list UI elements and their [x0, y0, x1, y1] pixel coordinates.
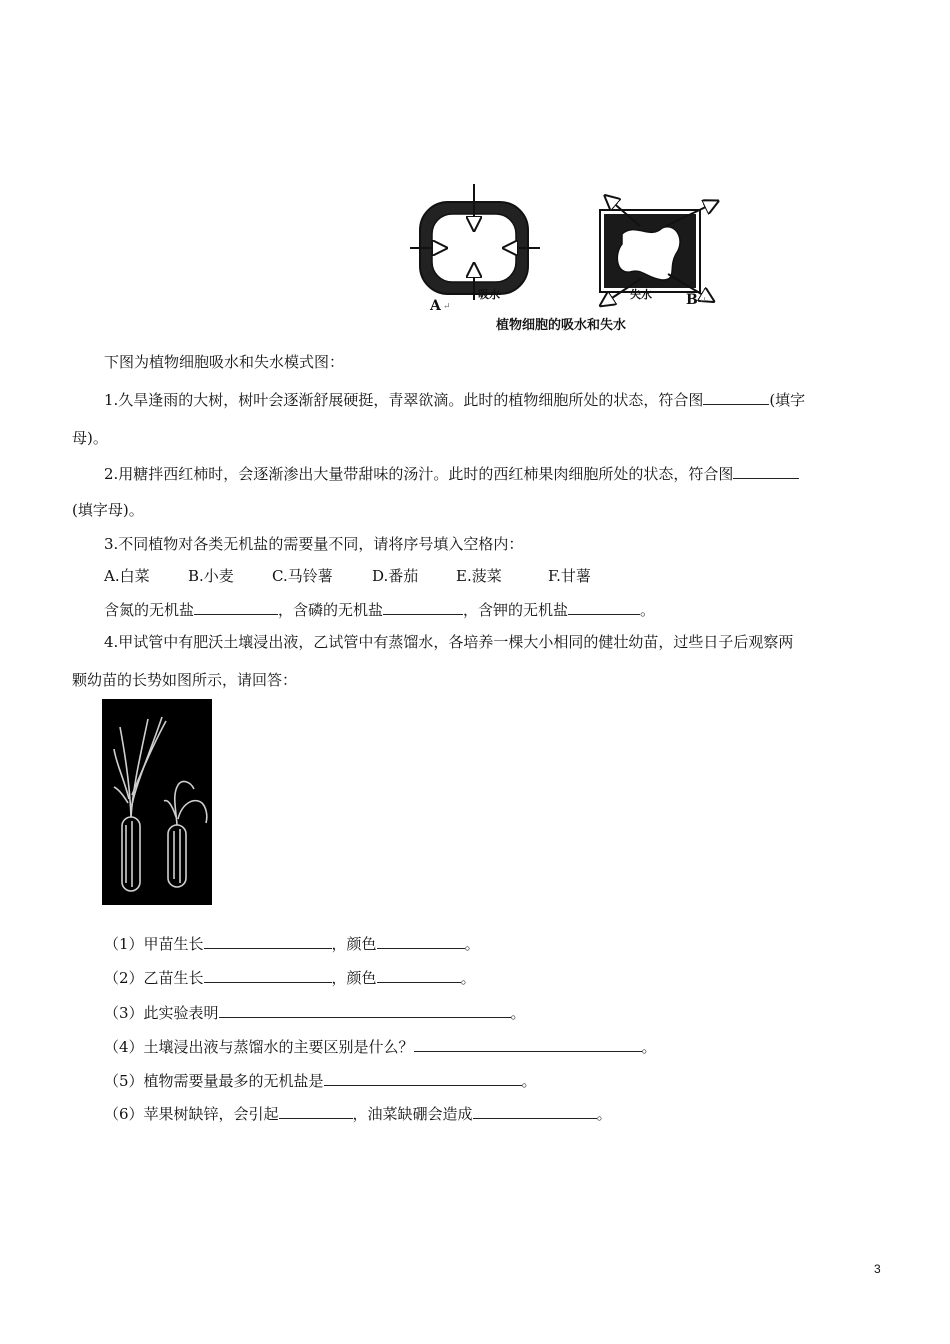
- q2-answer-blank[interactable]: [733, 464, 799, 479]
- cell-diagram: [410, 182, 720, 334]
- nitrogen-label: 含氮的无机盐: [104, 601, 195, 619]
- potassium-label: ，含钾的无机盐: [463, 601, 569, 619]
- phosphorus-label: ，含磷的无机盐: [278, 601, 384, 619]
- question-2-line2: (填字母)。: [72, 501, 144, 519]
- figure-label-b-mark: ↵: [699, 296, 707, 306]
- sub-2-color-label: ，颜色: [331, 969, 377, 987]
- question-2-text: 2.用糖拌西红柿时，会逐渐渗出大量带甜味的汤汁。此时的西红柿果肉细胞所处的状态，符合图: [104, 465, 734, 483]
- sub-4-text: （4）土壤浸出液与蒸馏水的主要区别是什么？: [104, 1038, 414, 1056]
- sub-2-color-blank[interactable]: [377, 968, 461, 983]
- sub-6-zinc-blank[interactable]: [279, 1104, 353, 1119]
- sub-5-blank[interactable]: [324, 1071, 522, 1086]
- question-1-tail: (填字: [769, 391, 806, 409]
- question-1-line2: 母)。: [72, 429, 108, 447]
- figure-label-b: B: [686, 292, 698, 308]
- potassium-blank[interactable]: [568, 600, 640, 615]
- question-3-end: 。: [640, 601, 656, 619]
- sub-1-text: （1）甲苗生长: [104, 935, 204, 953]
- page-number: 3: [874, 1262, 881, 1276]
- sub-1-color-label: ，颜色: [331, 935, 377, 953]
- option-c: C.马铃薯: [272, 567, 333, 585]
- question-3-options: [104, 566, 591, 586]
- sub-6-boron-label: ，油菜缺硼会造成: [352, 1105, 473, 1123]
- figure-label-a: A: [430, 298, 441, 314]
- sub-5-text: （5）植物需要量最多的无机盐是: [104, 1072, 324, 1090]
- sub-question-4: [104, 1037, 657, 1057]
- question-4-line2: 颗幼苗的长势如图所示，请回答：: [72, 671, 298, 689]
- option-b: B.小麦: [188, 567, 234, 585]
- cell-diagram-svg: [410, 182, 720, 334]
- sub-1-end: 。: [464, 935, 480, 953]
- sub-question-6: [104, 1104, 612, 1124]
- figure-label-a-mark: ↵: [443, 302, 451, 312]
- nitrogen-blank[interactable]: [194, 600, 278, 615]
- option-f: F.甘薯: [548, 567, 591, 585]
- sub-4-end: 。: [641, 1038, 657, 1056]
- sub-question-5: [104, 1071, 537, 1091]
- sub-question-3: [104, 1003, 526, 1023]
- figure-caption: 植物细胞的吸水和失水: [496, 318, 627, 333]
- figure-label-lose: 失水: [630, 288, 652, 301]
- option-a: A.白菜: [104, 567, 150, 585]
- sub-question-1: [104, 934, 480, 954]
- seedling-photo: [102, 699, 212, 905]
- sub-3-text: （3）此实验表明: [104, 1004, 219, 1022]
- seedling-photo-svg: [102, 699, 212, 905]
- sub-2-end: 。: [460, 969, 476, 987]
- sub-1-growth-blank[interactable]: [204, 934, 332, 949]
- sub-2-growth-blank[interactable]: [204, 968, 332, 983]
- cell-a-image: [410, 184, 540, 300]
- cell-b-image: [600, 200, 712, 302]
- sub-3-end: 。: [510, 1004, 526, 1022]
- sub-6-boron-blank[interactable]: [473, 1104, 597, 1119]
- sub-question-2: [104, 968, 476, 988]
- phosphorus-blank[interactable]: [383, 600, 463, 615]
- sub-5-end: 。: [521, 1072, 537, 1090]
- question-3: 3.不同植物对各类无机盐的需要量不同，请将序号填入空格内：: [104, 535, 524, 553]
- sub-2-text: （2）乙苗生长: [104, 969, 204, 987]
- sub-6-text: （6）苹果树缺锌，会引起: [104, 1105, 279, 1123]
- question-2: [104, 464, 799, 484]
- question-1-text: 1.久旱逢雨的大树，树叶会逐渐舒展硬挺，青翠欲滴。此时的植物细胞所处的状态，符合图: [104, 391, 704, 409]
- figure-label-absorb: 吸水: [478, 288, 500, 301]
- sub-6-end: 。: [596, 1105, 612, 1123]
- sub-1-color-blank[interactable]: [377, 934, 465, 949]
- test-tube-b: [168, 825, 186, 887]
- option-d: D.番茄: [372, 567, 419, 585]
- q1-answer-blank[interactable]: [703, 390, 769, 405]
- sub-4-blank[interactable]: [414, 1037, 642, 1052]
- question-1: [104, 390, 805, 410]
- question-4: 4.甲试管中有肥沃土壤浸出液，乙试管中有蒸馏水，各培养一棵大小相同的健壮幼苗，过些日子后观察两: [104, 633, 794, 651]
- intro-text: 下图为植物细胞吸水和失水模式图：: [104, 353, 345, 371]
- option-e: E.菠菜: [456, 567, 502, 585]
- question-3-blanks: [104, 600, 655, 620]
- sub-3-blank[interactable]: [219, 1003, 511, 1018]
- test-tube-a: [122, 817, 140, 891]
